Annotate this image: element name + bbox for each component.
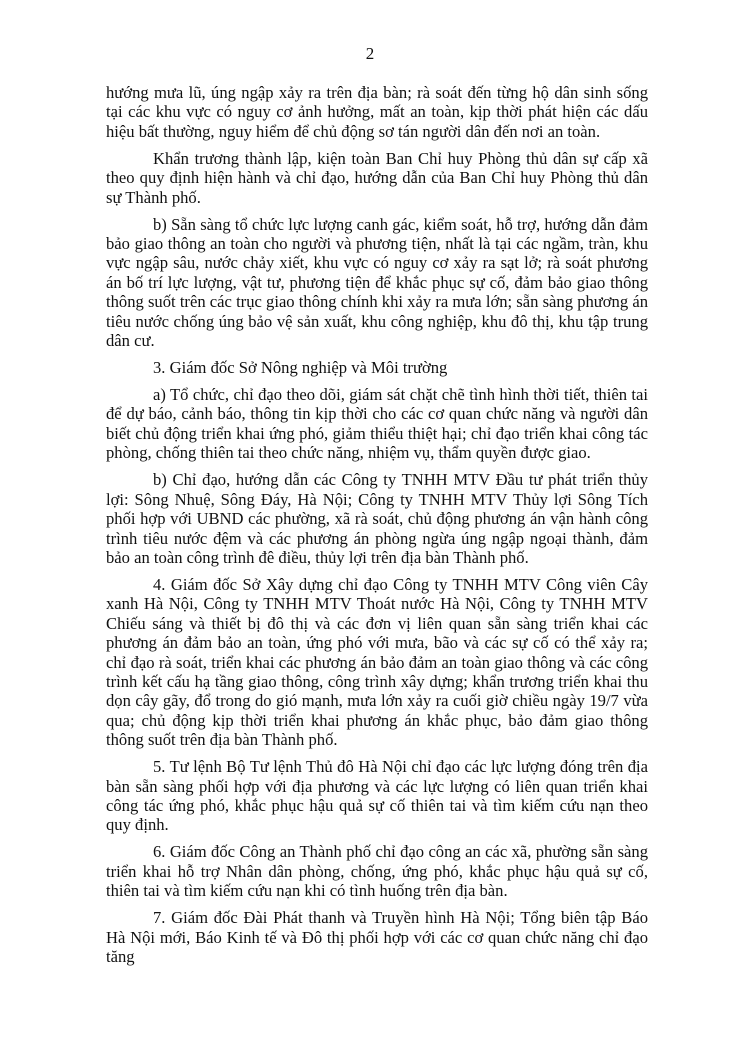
- paragraph-irrigation-companies-b: b) Chỉ đạo, hướng dẫn các Công ty TNHH MTV Đầu tư phát triển thủy lợi: Sông Nhuệ, Sông Đáy, Hà Nội; Công ty TNHH MTV Thủy lợi Sông Tích phối hợp với UBND các phường, xã rà soát, chủ động phương án vận hành công trình tiêu nước đệm và các phương án phòng ngừa úng ngập ngoại thành, đảm bảo an toàn công trình đê điều, thủy lợi trên địa bàn Thành phố.: [106, 470, 648, 567]
- paragraph-broadcasting-press: 7. Giám đốc Đài Phát thanh và Truyền hình Hà Nội; Tổng biên tập Báo Hà Nội mới, Báo Kinh tế và Đô thị phối hợp với các cơ quan chức năng chỉ đạo tăng: [106, 908, 648, 966]
- paragraph-city-police: 6. Giám đốc Công an Thành phố chỉ đạo công an các xã, phường sẵn sàng triển khai hỗ trợ Nhân dân phòng, chống, ứng phó, khắc phục hậu quả sự cố, thiên tai và tìm kiếm cứu nạn khi có tình huống trên địa bàn.: [106, 842, 648, 901]
- paragraph-traffic-safety-b: b) Sẵn sàng tổ chức lực lượng canh gác, kiểm soát, hỗ trợ, hướng dẫn đảm bảo giao thông an toàn cho người và phương tiện, nhất là tại các ngầm, tràn, khu vực ngập sâu, nước chảy xiết, khu vực có nguy cơ xảy ra sạt lở; rà soát phương án bố trí lực lượng, vật tư, phương tiện để khắc phục sự cố, đảm bảo giao thông thông suốt trên các trục giao thông chính khi xảy ra mưa lớn; sẵn sàng phương án tiêu nước chống úng bảo vệ sản xuất, khu công nghiệp, khu đô thị, khu tập trung dân cư.: [106, 214, 648, 351]
- paragraph-continued-evacuation: hướng mưa lũ, úng ngập xảy ra trên địa bàn; rà soát đến từng hộ dân sinh sống tại các khu vực có nguy cơ ảnh hưởng, mất an toàn, kịp thời phát hiện các dấu hiệu bất thường, nguy hiểm để chủ động sơ tán người dân đến nơi an toàn.: [106, 83, 648, 141]
- paragraph-civil-defense-command: Khẩn trương thành lập, kiện toàn Ban Chỉ huy Phòng thủ dân sự cấp xã theo quy định hiện hành và chỉ đạo, hướng dẫn của Ban Chỉ huy Phòng thủ dân sự Thành phố.: [106, 148, 648, 207]
- paragraph-construction-dept: 4. Giám đốc Sở Xây dựng chỉ đạo Công ty TNHH MTV Công viên Cây xanh Hà Nội, Công ty TNHH MTV Thoát nước Hà Nội, Công ty TNHH MTV Chiếu sáng và thiết bị đô thị và các đơn vị liên quan sẵn sàng triển khai các phương án đảm bảo an toàn, ứng phó với mưa, bão và các sự cố có thể xảy ra; chỉ đạo rà soát, triển khai các phương án bảo đảm an toàn giao thông và các công trình kết cấu hạ tầng giao thông, công trình xây dựng; khẩn trương triển khai thu dọn cây gãy, đổ trong do gió mạnh, mưa lớn xảy ra cuối giờ chiều ngày 19/7 vừa qua; chủ động kịp thời triển khai phương án khắc phục, bảo đảm giao thông thông suốt trên địa bàn Thành phố.: [106, 574, 648, 750]
- heading-agriculture-environment-dept: 3. Giám đốc Sở Nông nghiệp và Môi trường: [153, 358, 448, 378]
- page-number: 2: [365, 44, 375, 63]
- document-body: [106, 83, 648, 974]
- paragraph-weather-monitoring-a: a) Tổ chức, chỉ đạo theo dõi, giám sát chặt chẽ tình hình thời tiết, thiên tai để dự báo, cảnh báo, thông tin kịp thời cho các cơ quan chức năng và người dân biết chủ động triển khai ứng phó, giảm thiểu thiệt hại; chỉ đạo triển khai công tác phòng, chống thiên tai theo chức năng, nhiệm vụ, thẩm quyền được giao.: [106, 385, 648, 463]
- paragraph-capital-command: 5. Tư lệnh Bộ Tư lệnh Thủ đô Hà Nội chỉ đạo các lực lượng đóng trên địa bàn sẵn sàng phối hợp với địa phương và các lực lượng có liên quan triển khai công tác ứng phó, khắc phục hậu quả sự cố thiên tai và tìm kiếm cứu nạn theo quy định.: [106, 757, 648, 835]
